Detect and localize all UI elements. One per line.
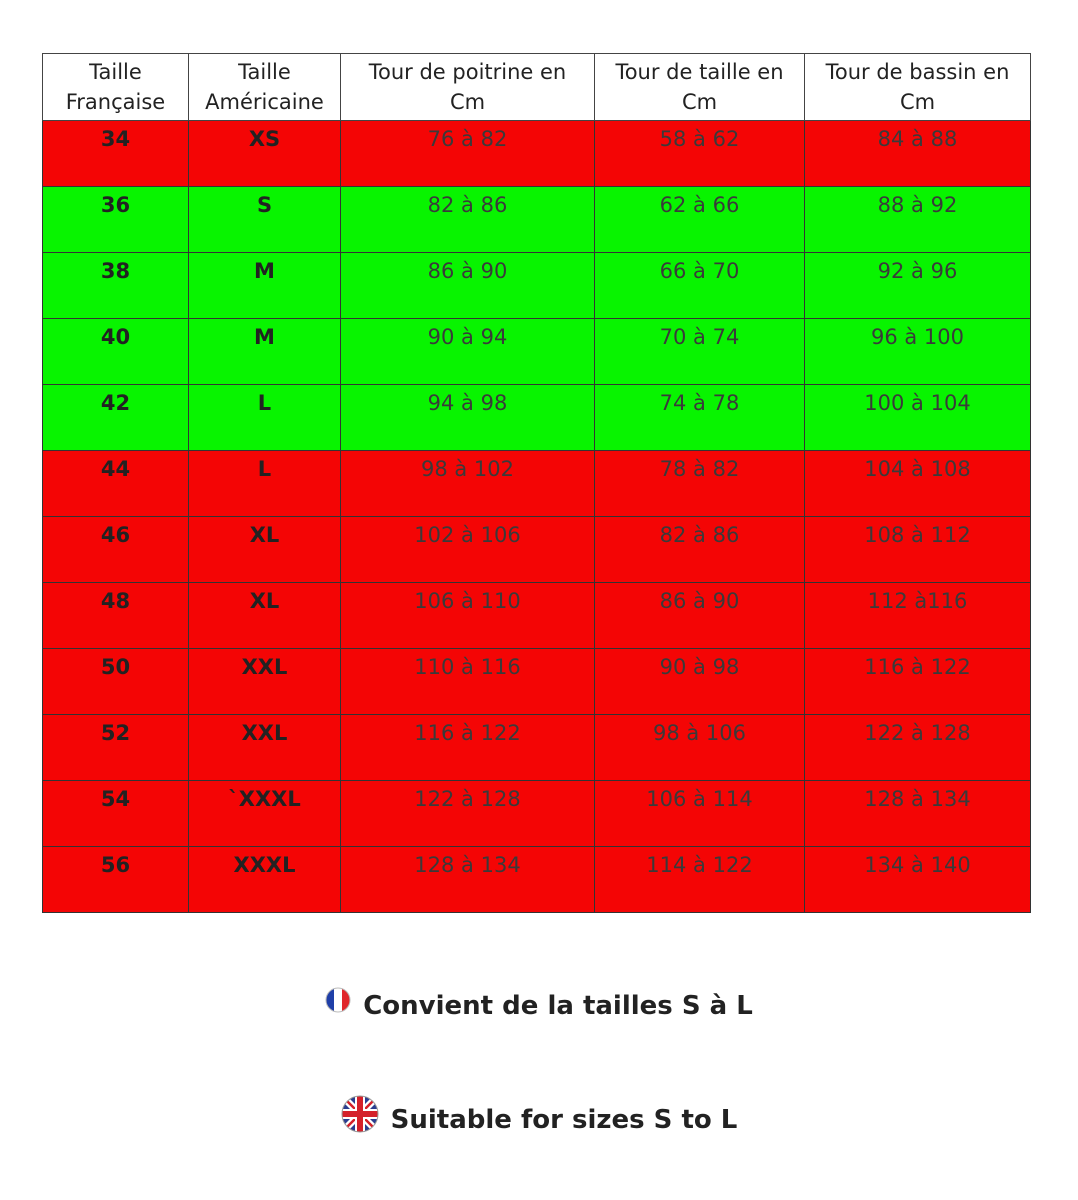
french-size-cell: 38	[43, 253, 189, 319]
chest-cell: 98 à 102	[341, 451, 595, 517]
chest-cell: 116 à 122	[341, 715, 595, 781]
table-row	[43, 847, 1031, 913]
header-line: Cm	[899, 90, 936, 114]
legend-english	[0, 1098, 1078, 1143]
header-line: Américaine	[205, 90, 324, 114]
legend-english-text: Suitable for sizes S to L	[390, 1105, 738, 1135]
american-size-cell: XL	[189, 583, 341, 649]
chest-cell: 122 à 128	[341, 781, 595, 847]
chest-cell: 94 à 98	[341, 385, 595, 451]
american-size-cell: XS	[189, 121, 341, 187]
header-line: Tour de poitrine en	[368, 60, 567, 84]
legend-french	[0, 990, 1078, 1023]
hips-cell: 100 à 104	[805, 385, 1031, 451]
table-row	[43, 385, 1031, 451]
header-american-size	[189, 54, 341, 121]
french-size-cell: 48	[43, 583, 189, 649]
waist-cell: 66 à 70	[595, 253, 805, 319]
table-body	[43, 121, 1031, 913]
french-size-cell: 40	[43, 319, 189, 385]
american-size-cell: XXXL	[189, 847, 341, 913]
waist-cell: 98 à 106	[595, 715, 805, 781]
hips-cell: 128 à 134	[805, 781, 1031, 847]
waist-cell: 82 à 86	[595, 517, 805, 583]
french-size-cell: 52	[43, 715, 189, 781]
table-row	[43, 451, 1031, 517]
american-size-cell: XXL	[189, 649, 341, 715]
header-line: Taille	[89, 60, 142, 84]
table-row	[43, 649, 1031, 715]
header-french-size	[43, 54, 189, 121]
waist-cell: 78 à 82	[595, 451, 805, 517]
american-size-cell: `XXXL	[189, 781, 341, 847]
waist-cell: 74 à 78	[595, 385, 805, 451]
table-row	[43, 583, 1031, 649]
french-size-cell: 36	[43, 187, 189, 253]
table-row	[43, 319, 1031, 385]
france-flag-icon	[325, 987, 351, 1020]
header-waist	[595, 54, 805, 121]
hips-cell: 116 à 122	[805, 649, 1031, 715]
waist-cell: 90 à 98	[595, 649, 805, 715]
american-size-cell: XXL	[189, 715, 341, 781]
table-row	[43, 517, 1031, 583]
american-size-cell: M	[189, 253, 341, 319]
hips-cell: 122 à 128	[805, 715, 1031, 781]
hips-cell: 84 à 88	[805, 121, 1031, 187]
table-header-row	[43, 54, 1031, 121]
french-size-cell: 44	[43, 451, 189, 517]
american-size-cell: XL	[189, 517, 341, 583]
french-size-cell: 50	[43, 649, 189, 715]
french-size-cell: 46	[43, 517, 189, 583]
legend-french-text: Convient de la tailles S à L	[363, 991, 753, 1021]
chest-cell: 90 à 94	[341, 319, 595, 385]
chest-cell: 76 à 82	[341, 121, 595, 187]
american-size-cell: L	[189, 385, 341, 451]
chest-cell: 110 à 116	[341, 649, 595, 715]
header-line: Cm	[681, 90, 718, 114]
hips-cell: 92 à 96	[805, 253, 1031, 319]
uk-flag-icon	[341, 1095, 379, 1140]
hips-cell: 112 à116	[805, 583, 1031, 649]
table-row	[43, 253, 1031, 319]
hips-cell: 104 à 108	[805, 451, 1031, 517]
french-size-cell: 34	[43, 121, 189, 187]
header-hips	[805, 54, 1031, 121]
table-row	[43, 715, 1031, 781]
french-size-cell: 56	[43, 847, 189, 913]
header-line: Tour de taille en	[615, 60, 784, 84]
hips-cell: 88 à 92	[805, 187, 1031, 253]
size-chart-table	[42, 53, 1031, 913]
table-row	[43, 781, 1031, 847]
hips-cell: 134 à 140	[805, 847, 1031, 913]
chest-cell: 82 à 86	[341, 187, 595, 253]
header-chest	[341, 54, 595, 121]
chest-cell: 102 à 106	[341, 517, 595, 583]
chest-cell: 128 à 134	[341, 847, 595, 913]
french-size-cell: 42	[43, 385, 189, 451]
chest-cell: 86 à 90	[341, 253, 595, 319]
header-line: Taille	[238, 60, 291, 84]
waist-cell: 106 à 114	[595, 781, 805, 847]
waist-cell: 114 à 122	[595, 847, 805, 913]
hips-cell: 108 à 112	[805, 517, 1031, 583]
table-row	[43, 187, 1031, 253]
table-row	[43, 121, 1031, 187]
header-line: Française	[65, 90, 166, 114]
hips-cell: 96 à 100	[805, 319, 1031, 385]
waist-cell: 70 à 74	[595, 319, 805, 385]
french-size-cell: 54	[43, 781, 189, 847]
waist-cell: 58 à 62	[595, 121, 805, 187]
american-size-cell: S	[189, 187, 341, 253]
header-line: Cm	[449, 90, 486, 114]
header-line: Tour de bassin en	[825, 60, 1010, 84]
waist-cell: 62 à 66	[595, 187, 805, 253]
american-size-cell: L	[189, 451, 341, 517]
waist-cell: 86 à 90	[595, 583, 805, 649]
chest-cell: 106 à 110	[341, 583, 595, 649]
american-size-cell: M	[189, 319, 341, 385]
